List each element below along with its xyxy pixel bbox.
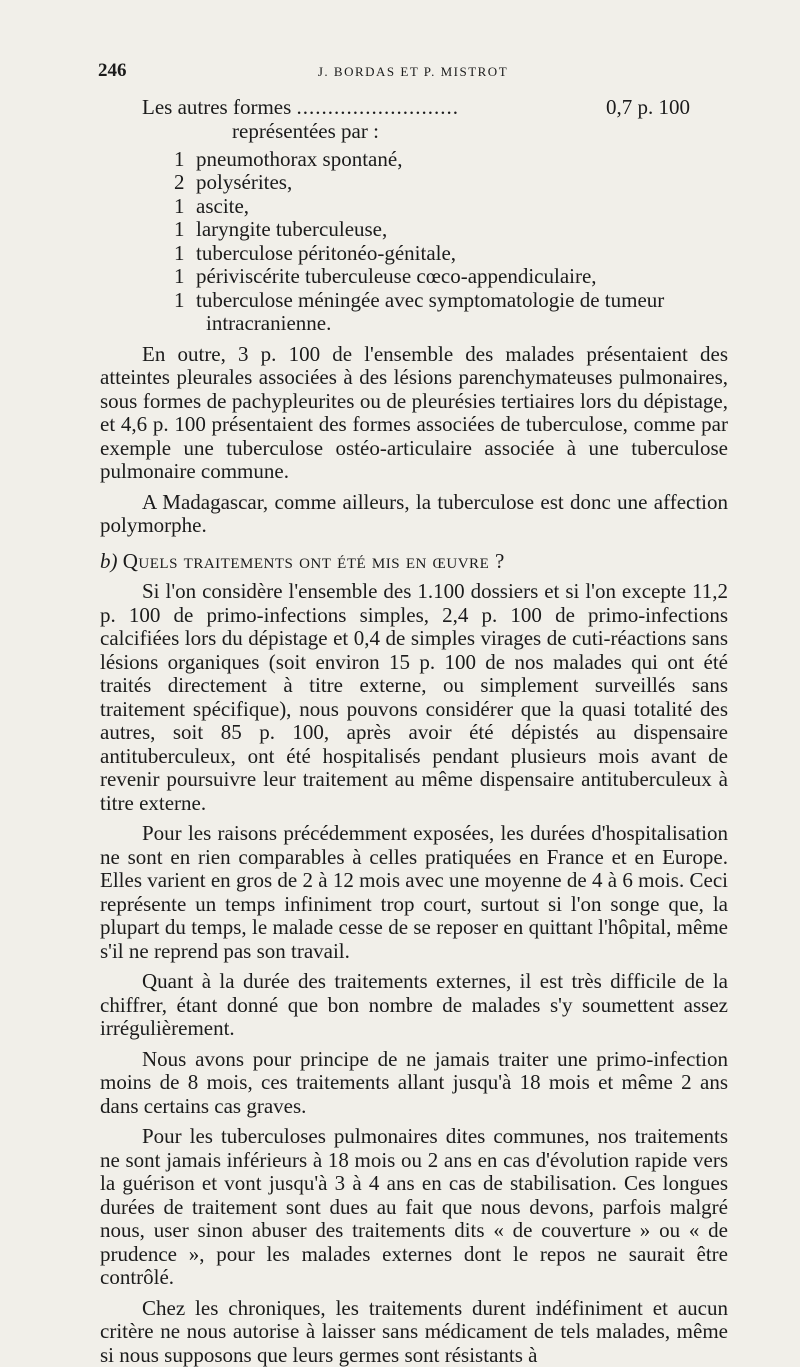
running-head: J. BORDAS ET P. MISTROT bbox=[98, 64, 728, 80]
paragraph: Quant à la durée des traitements externes, il est très difficile de la chiffrer, étant donné que bon nombre de malades s'y soumettent assez irrégulièrement. bbox=[100, 970, 728, 1041]
section-heading: b) Quels traitements ont été mis en œuvre ? bbox=[100, 550, 728, 574]
list-item: 1 laryngite tuberculeuse, bbox=[100, 218, 728, 242]
page-number: 246 bbox=[98, 60, 127, 82]
list-item: 1 tuberculose péritonéo-génitale, bbox=[100, 242, 728, 266]
represented-by: représentées par : bbox=[100, 120, 728, 144]
list-item: 2 polysérites, bbox=[100, 171, 728, 195]
paragraph: Chez les chroniques, les traitements durent indéfiniment et aucun critère ne nous autorise à laisser sans médicament de tels malades, même si nous supposons que leurs germes sont résistants à bbox=[100, 1297, 728, 1367]
paragraph: Pour les raisons précédemment exposées, les durées d'hospitalisation ne sont en rien comparables à celles pratiquées en France et en Europe. Elles varient en gros de 2 à 12 mois avec une moyenne de 4 à 6 mois. Ceci représente un temps infiniment trop court, surtout si l'on songe que, la plupart du temps, le malade cesse de se reposer en quittant l'hôpital, même s'il ne reprend pas son travail. bbox=[100, 822, 728, 963]
paragraph: Pour les tuberculoses pulmonaires dites communes, nos traitements ne sont jamais inférieurs à 18 mois ou 2 ans en cas d'évolution rapide vers la guérison et vont jusqu'à 3 à 4 ans en cas de stabilisation. Ces longues durées de traitement sont dues au fait que nous devons, parfois malgré nous, user sinon abuser des traitements dits « de couverture » ou « de prudence », pour les malades externes dont le repos ne saurait être contrôlé. bbox=[100, 1125, 728, 1290]
paragraph: A Madagascar, comme ailleurs, la tuberculose est donc une affection polymorphe. bbox=[100, 491, 728, 538]
list-item: 1 périviscérite tuberculeuse cœco-appendiculaire, bbox=[100, 265, 728, 289]
other-forms-line bbox=[100, 96, 728, 120]
paragraph: Nous avons pour principe de ne jamais traiter une primo-infection moins de 8 mois, ces traitements allant jusqu'à 18 mois et même 2 ans dans certains cas graves. bbox=[100, 1048, 728, 1119]
list-item: 1 ascite, bbox=[100, 195, 728, 219]
list-item: 1 pneumothorax spontané, bbox=[100, 148, 728, 172]
forms-list bbox=[100, 148, 728, 336]
paragraph: Si l'on considère l'ensemble des 1.100 dossiers et si l'on excepte 11,2 p. 100 de primo-infections simples, 2,4 p. 100 de primo-infections calcifiées lors du dépistage et 0,4 de simples virages de cuti-réactions sans lésions organiques (soit environ 15 p. 100 de nos malades qui ont été traités directement à titre externe, ou simplement surveillés sans traitement spécifique), nous pouvons considérer que la quasi totalité des autres, soit 85 p. 100, après avoir été dépistés au dispensaire antituberculeux, ont été hospitalisés pendant plusieurs mois avant de revenir poursuivre leur traitement au même dispensaire antituberculeux à titre externe. bbox=[100, 580, 728, 815]
page-header bbox=[98, 60, 728, 90]
leader-dots: .......................... bbox=[297, 95, 460, 119]
other-forms-value: 0,7 p. 100 bbox=[606, 96, 690, 120]
list-item: 1 tuberculose méningée avec symptomatologie de tumeur intracranienne. bbox=[100, 289, 728, 336]
paragraph: En outre, 3 p. 100 de l'ensemble des malades présentaient des atteintes pleurales associées à des lésions parenchymateuses pulmonaires, sous formes de pachypleurites ou de pleurésies tertiaires lors du dépistage, et 4,6 p. 100 présentaient des formes associées de tuberculose, comme par exemple une tuberculose ostéo-articulaire associée à une tuberculose pulmonaire commune. bbox=[100, 343, 728, 484]
page-body bbox=[100, 96, 728, 1367]
other-forms-label: Les autres formes bbox=[142, 95, 291, 119]
